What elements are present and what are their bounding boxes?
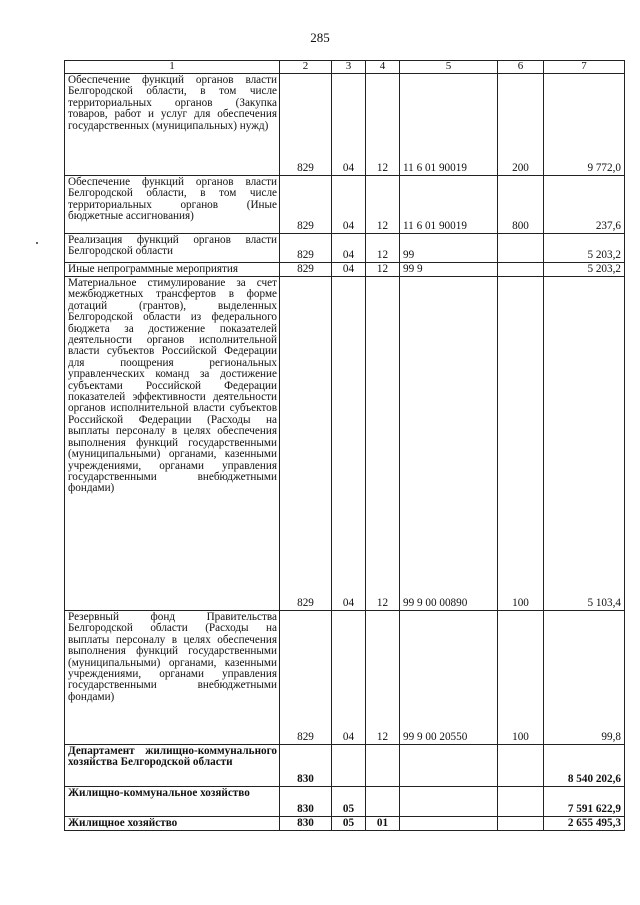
- cell-amount: 99,8: [544, 611, 625, 745]
- cell-subsection: 01: [366, 817, 400, 831]
- table-row: [65, 74, 625, 176]
- cell-name: Иные непрограммные мероприятия: [65, 263, 280, 277]
- cell-ministry-code: 829: [280, 176, 332, 234]
- cell-amount: 2 655 495,3: [544, 817, 625, 831]
- cell-expense-type: [498, 263, 544, 277]
- table-row: [65, 817, 625, 831]
- cell-name: Жилищное хозяйство: [65, 817, 280, 831]
- header-cell: 7: [544, 61, 625, 74]
- cell-subsection: 12: [366, 74, 400, 176]
- cell-ministry-code: 829: [280, 263, 332, 277]
- cell-amount: 7 591 622,9: [544, 787, 625, 817]
- cell-ministry-code: 830: [280, 817, 332, 831]
- cell-target-article: [400, 745, 498, 787]
- cell-target-article: [400, 787, 498, 817]
- cell-target-article: 11 6 01 90019: [400, 176, 498, 234]
- cell-ministry-code: 829: [280, 234, 332, 263]
- header-cell: 2: [280, 61, 332, 74]
- cell-expense-type: 100: [498, 277, 544, 611]
- cell-section: 04: [332, 176, 366, 234]
- cell-subsection: 12: [366, 234, 400, 263]
- cell-target-article: [400, 817, 498, 831]
- page-number: 285: [310, 30, 330, 45]
- cell-target-article: 11 6 01 90019: [400, 74, 498, 176]
- header-cell: 6: [498, 61, 544, 74]
- header-cell: 5: [400, 61, 498, 74]
- budget-table-body: [65, 61, 625, 831]
- header-cell: 1: [65, 61, 280, 74]
- budget-table: [64, 60, 625, 831]
- table-row: [65, 277, 625, 611]
- cell-ministry-code: 829: [280, 611, 332, 745]
- cell-amount: 8 540 202,6: [544, 745, 625, 787]
- cell-name: Обеспечение функций органов власти Белгородской области, в том числе территориальных органов (Закупка товаров, работ и услуг для обеспечения государственных (муниципальных) нужд): [65, 74, 280, 176]
- cell-amount: 5 203,2: [544, 263, 625, 277]
- cell-ministry-code: 830: [280, 787, 332, 817]
- cell-target-article: 99 9: [400, 263, 498, 277]
- header-cell: 3: [332, 61, 366, 74]
- cell-expense-type: [498, 745, 544, 787]
- cell-section: 04: [332, 611, 366, 745]
- cell-ministry-code: 829: [280, 74, 332, 176]
- cell-name: Жилищно-коммунальное хозяйство: [65, 787, 280, 817]
- cell-amount: 237,6: [544, 176, 625, 234]
- cell-subsection: 12: [366, 263, 400, 277]
- cell-section: 04: [332, 263, 366, 277]
- table-row: [65, 234, 625, 263]
- cell-subsection: 12: [366, 277, 400, 611]
- cell-name: Материальное стимулирование за счет межбюджетных трансфертов в форме дотаций (грантов), выделенных Белгородской области из федерального бюджета за достижение показателей деятельности органов исполнительной власти субъектов Российской Федерации для поощрения региональных управленческих команд за достижение субъектами Российской Федерации показателей эффективности деятельности органов исполнительной власти субъектов Российской Федерации (Расходы на выплаты персоналу в целях обеспечения выполнения функций государственными (муниципальными) органами, казенными учреждениями, органами управления государственными внебюджетными фондами): [65, 277, 280, 611]
- cell-section: 04: [332, 277, 366, 611]
- cell-section: 04: [332, 234, 366, 263]
- cell-amount: 5 103,4: [544, 277, 625, 611]
- cell-ministry-code: 829: [280, 277, 332, 611]
- cell-subsection: [366, 745, 400, 787]
- cell-subsection: [366, 787, 400, 817]
- cell-name: Реализация функций органов власти Белгородской области: [65, 234, 280, 263]
- cell-target-article: 99: [400, 234, 498, 263]
- cell-ministry-code: 830: [280, 745, 332, 787]
- table-row: [65, 745, 625, 787]
- cell-subsection: 12: [366, 611, 400, 745]
- cell-section: 05: [332, 817, 366, 831]
- cell-subsection: 12: [366, 176, 400, 234]
- cell-expense-type: [498, 817, 544, 831]
- table-row: [65, 787, 625, 817]
- header-cell: 4: [366, 61, 400, 74]
- cell-expense-type: 800: [498, 176, 544, 234]
- table-row: [65, 263, 625, 277]
- cell-amount: 9 772,0: [544, 74, 625, 176]
- cell-target-article: 99 9 00 00890: [400, 277, 498, 611]
- cell-expense-type: 200: [498, 74, 544, 176]
- cell-name: Департамент жилищно-коммунального хозяйства Белгородской области: [65, 745, 280, 787]
- cell-section: [332, 745, 366, 787]
- cell-expense-type: 100: [498, 611, 544, 745]
- cell-name: Резервный фонд Правительства Белгородской области (Расходы на выплаты персоналу в целях обеспечения выполнения функций государственными (муниципальными) органами, казенными учреждениями, органами управления государственными внебюджетными фондами): [65, 611, 280, 745]
- cell-expense-type: [498, 787, 544, 817]
- scan-speck: [36, 242, 38, 244]
- cell-expense-type: [498, 234, 544, 263]
- table-row: [65, 611, 625, 745]
- cell-section: 04: [332, 74, 366, 176]
- cell-amount: 5 203,2: [544, 234, 625, 263]
- table-header-row: [65, 61, 625, 74]
- table-row: [65, 176, 625, 234]
- cell-section: 05: [332, 787, 366, 817]
- cell-target-article: 99 9 00 20550: [400, 611, 498, 745]
- cell-name: Обеспечение функций органов власти Белгородской области, в том числе территориальных органов (Иные бюджетные ассигнования): [65, 176, 280, 234]
